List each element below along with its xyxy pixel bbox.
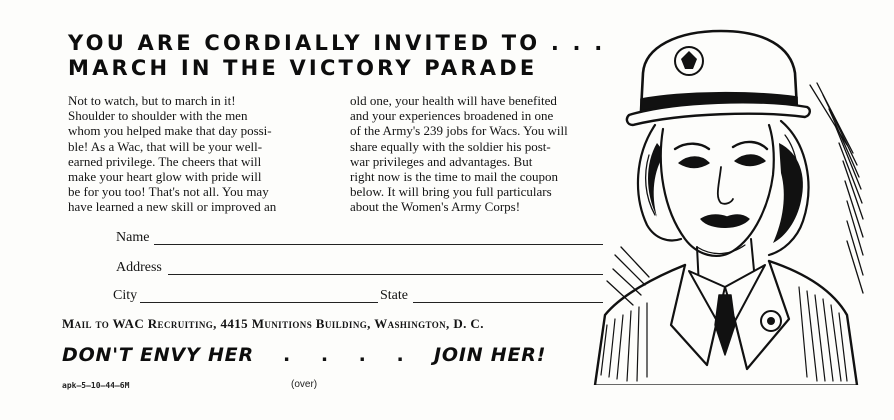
body-line: Shoulder to shoulder with the men bbox=[68, 108, 248, 124]
body-line: old one, your health will have benefited bbox=[350, 93, 557, 108]
body-line: and your experiences broadened in one bbox=[350, 108, 554, 124]
body-line: whom you helped make that day possi- bbox=[68, 123, 272, 139]
body-line: below. It will bring you full particulars bbox=[350, 184, 552, 200]
state-field[interactable] bbox=[413, 302, 603, 303]
body-line: war privileges and advantages. But bbox=[350, 153, 533, 169]
wac-portrait-illustration bbox=[585, 25, 865, 385]
address-label: Address bbox=[116, 260, 162, 275]
body-line: right now is the time to mail the coupon bbox=[350, 169, 558, 185]
slogan-dots: . . . . bbox=[283, 344, 416, 366]
headline-line-1: YOU ARE CORDIALLY INVITED TO . . . bbox=[68, 31, 606, 55]
body-line: ble! As a Wac, that will be your well- bbox=[68, 138, 263, 154]
city-label: City bbox=[113, 288, 138, 303]
body-line: be for you too! That's not all. You may bbox=[68, 184, 269, 200]
address-field[interactable] bbox=[168, 274, 603, 275]
body-line: have learned a new skill or improved an bbox=[68, 199, 277, 215]
body-line: of the Army's 239 jobs for Wacs. You will bbox=[350, 123, 568, 139]
over-note: (over) bbox=[291, 379, 318, 390]
body-line: Not to watch, but to march in it! bbox=[68, 93, 236, 108]
body-line: share equally with the soldier his post- bbox=[350, 138, 551, 154]
body-column-right bbox=[350, 93, 604, 215]
body-line: earned privilege. The cheers that will bbox=[68, 153, 262, 169]
body-line: about the Women's Army Corps! bbox=[350, 199, 521, 215]
name-field[interactable] bbox=[154, 244, 603, 245]
headline-line-2: MARCH IN THE VICTORY PARADE bbox=[68, 56, 538, 80]
coupon-city-state-row bbox=[0, 288, 620, 306]
coupon-name-row bbox=[0, 230, 620, 248]
name-label: Name bbox=[116, 230, 150, 245]
body-line: make your heart glow with pride will bbox=[68, 169, 262, 185]
body-column-left bbox=[68, 93, 322, 215]
slogan-left: DON'T ENVY HER bbox=[62, 344, 254, 366]
coupon-address-row bbox=[0, 260, 620, 278]
slogan-right: JOIN HER! bbox=[434, 344, 547, 366]
mail-address: Mail to WAC Recruiting, 4415 Munitions Building, Washington, D. C. bbox=[62, 316, 484, 331]
print-code: apk—5—10—44—6M bbox=[62, 381, 130, 390]
city-field[interactable] bbox=[140, 302, 378, 303]
state-label: State bbox=[380, 288, 408, 303]
